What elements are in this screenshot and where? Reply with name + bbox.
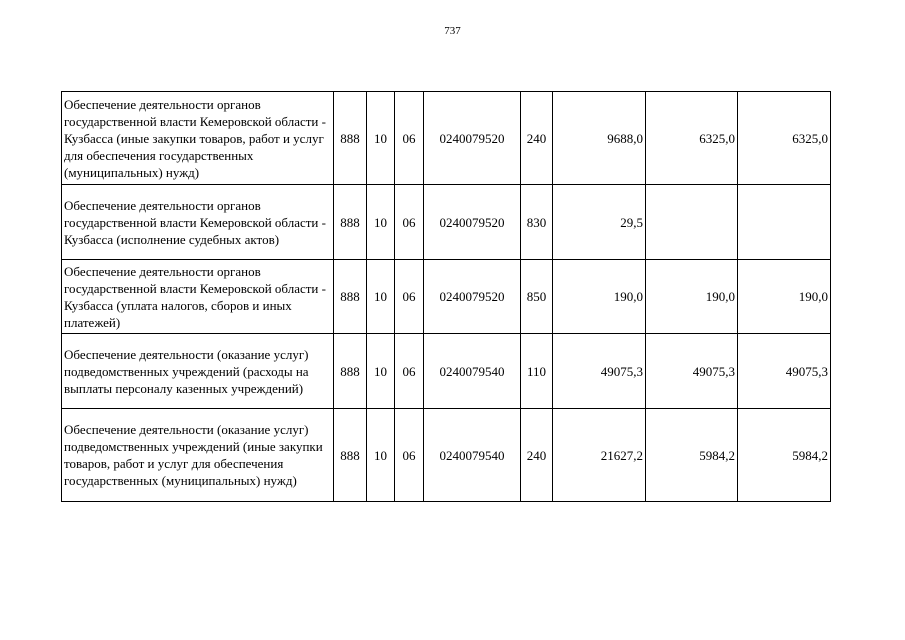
subsection-code: 06 (395, 185, 424, 260)
amount-year-1: 9688,0 (553, 92, 646, 185)
row-name: Обеспечение деятельности (оказание услуг) подведомственных учреждений (расходы на выплаты персоналу казенных учреждений) (62, 334, 334, 409)
section-code: 10 (367, 92, 395, 185)
ministry-code: 888 (334, 92, 367, 185)
budget-table (61, 91, 831, 502)
table-row (62, 334, 831, 409)
amount-year-1: 21627,2 (553, 409, 646, 502)
target-article-code: 0240079520 (424, 185, 521, 260)
amount-year-2 (646, 185, 738, 260)
amount-year-3: 190,0 (738, 260, 831, 334)
amount-year-2: 190,0 (646, 260, 738, 334)
amount-year-3: 6325,0 (738, 92, 831, 185)
table-row (62, 409, 831, 502)
target-article-code: 0240079520 (424, 260, 521, 334)
row-name: Обеспечение деятельности органов государственной власти Кемеровской области - Кузбасса (иные закупки товаров, работ и услуг для обеспечения государственных (муниципальных) нужд) (62, 92, 334, 185)
row-name: Обеспечение деятельности органов государственной власти Кемеровской области - Кузбасса (уплата налогов, сборов и иных платежей) (62, 260, 334, 334)
subsection-code: 06 (395, 334, 424, 409)
section-code: 10 (367, 334, 395, 409)
target-article-code: 0240079540 (424, 334, 521, 409)
ministry-code: 888 (334, 260, 367, 334)
ministry-code: 888 (334, 185, 367, 260)
amount-year-3 (738, 185, 831, 260)
target-article-code: 0240079540 (424, 409, 521, 502)
amount-year-1: 29,5 (553, 185, 646, 260)
section-code: 10 (367, 185, 395, 260)
row-name: Обеспечение деятельности органов государственной власти Кемеровской области - Кузбасса (исполнение судебных актов) (62, 185, 334, 260)
table-row (62, 92, 831, 185)
expense-type-code: 240 (521, 409, 553, 502)
section-code: 10 (367, 260, 395, 334)
table-row (62, 260, 831, 334)
amount-year-3: 49075,3 (738, 334, 831, 409)
amount-year-3: 5984,2 (738, 409, 831, 502)
ministry-code: 888 (334, 409, 367, 502)
ministry-code: 888 (334, 334, 367, 409)
page-number: 737 (444, 25, 461, 37)
amount-year-1: 49075,3 (553, 334, 646, 409)
amount-year-1: 190,0 (553, 260, 646, 334)
expense-type-code: 110 (521, 334, 553, 409)
amount-year-2: 6325,0 (646, 92, 738, 185)
subsection-code: 06 (395, 409, 424, 502)
section-code: 10 (367, 409, 395, 502)
row-name: Обеспечение деятельности (оказание услуг) подведомственных учреждений (иные закупки товаров, работ и услуг для обеспечения государственных (муниципальных) нужд) (62, 409, 334, 502)
amount-year-2: 49075,3 (646, 334, 738, 409)
table-row (62, 185, 831, 260)
expense-type-code: 850 (521, 260, 553, 334)
subsection-code: 06 (395, 260, 424, 334)
expense-type-code: 240 (521, 92, 553, 185)
expense-type-code: 830 (521, 185, 553, 260)
target-article-code: 0240079520 (424, 92, 521, 185)
subsection-code: 06 (395, 92, 424, 185)
amount-year-2: 5984,2 (646, 409, 738, 502)
